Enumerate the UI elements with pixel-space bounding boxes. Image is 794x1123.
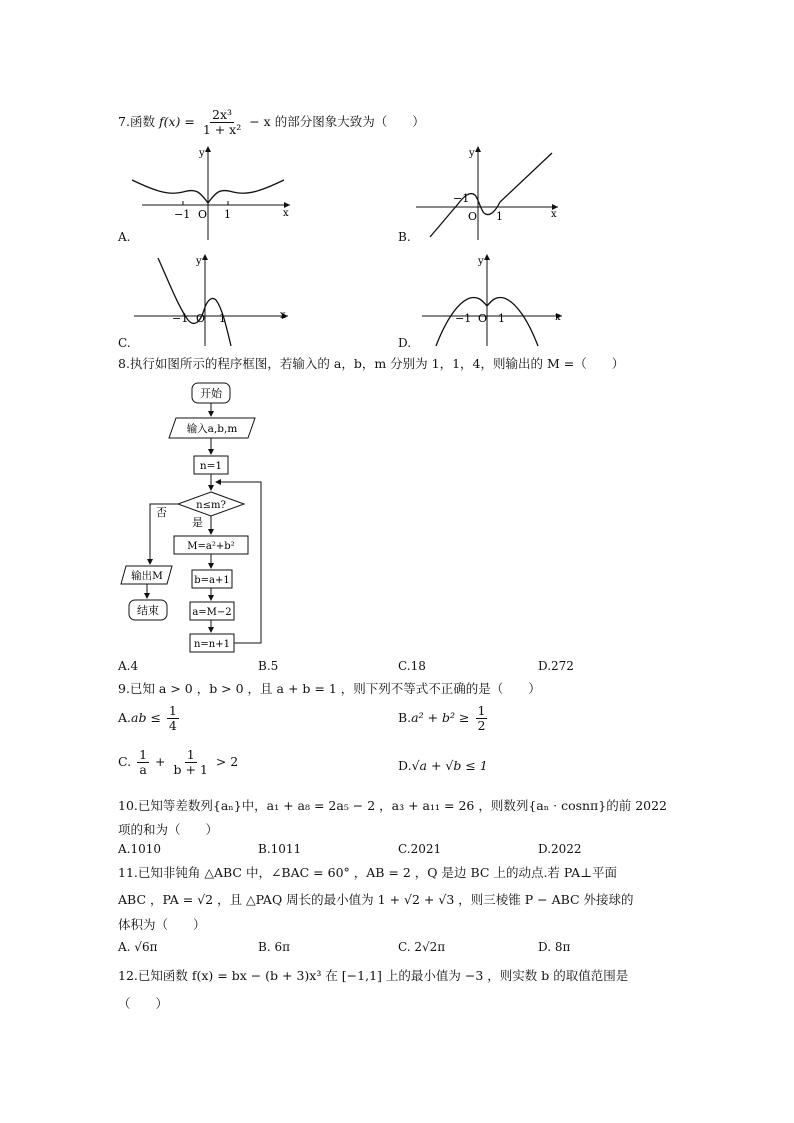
q12-line2: （ ） [118, 996, 169, 1011]
svg-text:1: 1 [224, 208, 231, 221]
svg-text:y: y [478, 256, 484, 267]
q10-option-a[interactable]: A.1010 [118, 842, 162, 856]
q12-line1: 12.已知函数 f(x) = bx − (b + 3)x³ 在 [−1,1] 上的最小值为 −3 ，则实数 b 的取值范围是 [118, 968, 629, 983]
q7-graph-d [418, 250, 568, 348]
x-label: x [283, 208, 289, 219]
q9-option-b[interactable]: B.a² + b² ≥ $\frac{1}{2}$ [398, 703, 486, 733]
svg-text:y: y [469, 148, 475, 159]
svg-text:y: y [196, 256, 202, 267]
svg-text:1: 1 [496, 210, 503, 223]
q10-option-d[interactable]: D.2022 [538, 842, 582, 856]
svg-text:O: O [468, 210, 478, 223]
svg-text:b=a+1: b=a+1 [194, 575, 230, 586]
svg-text:输入a,b,m: 输入a,b,m [186, 423, 238, 435]
q7-graph-a [128, 140, 298, 244]
svg-text:结束: 结束 [137, 604, 159, 617]
svg-text:x: x [551, 209, 557, 220]
svg-text:x: x [280, 310, 286, 321]
svg-text:O: O [198, 208, 208, 221]
svg-text:输出M: 输出M [131, 570, 163, 582]
svg-text:是: 是 [192, 516, 203, 529]
q9-option-a[interactable]: A.ab ≤ $\frac{1}{4}$ [118, 703, 177, 733]
q8-option-d[interactable]: D.272 [538, 659, 574, 673]
q11-line2: ABC ，PA = √2 ，且 △PAQ 周长的最小值为 1 + √2 + √3 ，则三棱锥 P − ABC 外接球的 [118, 892, 634, 907]
svg-text:−1: −1 [453, 192, 470, 205]
svg-text:a=M−2: a=M−2 [192, 607, 232, 618]
q11-option-c[interactable]: C. 2√2π [398, 940, 446, 954]
q10-line1: 10.已知等差数列{aₙ}中，a₁ + a₈ = 2a₅ − 2 ，a₃ + a₁₁ = 26 ，则数列{aₙ · cosnπ}的前 2022 [118, 798, 668, 813]
q7-graph-c [130, 250, 294, 348]
svg-text:−1: −1 [455, 312, 472, 325]
q11-line3: 体积为（ ） [118, 917, 206, 932]
svg-text:n≤m?: n≤m? [196, 500, 226, 511]
q9-option-c[interactable]: C. $\frac{1}{a}$ + $\frac{1}{b + 1}$ > 2 [118, 747, 239, 777]
q8-stem: 8.执行如图所示的程序框图，若输入的 a，b，m 分别为 1，1，4，则输出的 M =（ ） [118, 356, 625, 371]
q9-option-d[interactable]: D.√a + √b ≤ 1 [398, 758, 488, 773]
q10-option-c[interactable]: C.2021 [398, 842, 442, 856]
q7-graph-b [412, 140, 562, 244]
q7-stem: 7.函数 f(x) = $\frac{\text{2x³}}{\text{1 + x²}}$ − x 的部分图象大致为（ ） [118, 107, 425, 137]
svg-text:−1: −1 [174, 208, 191, 221]
q9-stem: 9.已知 a > 0 ，b > 0 ，且 a + b = 1 ，则下列不等式不正确的是（ ） [118, 681, 541, 696]
q8-option-a[interactable]: A.4 [118, 659, 139, 673]
q7-option-b[interactable]: B. [398, 230, 411, 244]
svg-text:n=n+1: n=n+1 [193, 639, 231, 650]
svg-text:O: O [196, 312, 206, 325]
svg-text:O: O [478, 312, 488, 325]
q11-option-b[interactable]: B. 6π [258, 940, 290, 954]
svg-text:1: 1 [219, 312, 226, 325]
q7-option-a[interactable]: A. [118, 230, 131, 244]
svg-text:x: x [555, 312, 561, 323]
q7-option-d[interactable]: D. [398, 336, 412, 350]
q11-line1: 11.已知非钝角 △ABC 中，∠BAC = 60° ，AB = 2 ，Q 是边 BC 上的动点.若 PA⊥平面 [118, 865, 617, 880]
q11-option-d[interactable]: D. 8π [538, 940, 571, 954]
q10-line2: 项的和为（ ） [118, 822, 219, 837]
q10-option-b[interactable]: B.1011 [258, 842, 302, 856]
svg-text:1: 1 [498, 312, 505, 325]
q7-option-c[interactable]: C. [118, 336, 131, 350]
svg-text:−1: −1 [172, 312, 189, 325]
svg-text:开始: 开始 [200, 387, 222, 400]
q8-option-c[interactable]: C.18 [398, 659, 426, 673]
q7-fraction: $\frac{\text{2x³}}{\text{1 + x²}}$ [202, 107, 242, 137]
q11-option-a[interactable]: A. √6π [118, 940, 158, 954]
q8-option-b[interactable]: B.5 [258, 659, 279, 673]
svg-text:M=a²+b²: M=a²+b² [187, 541, 235, 552]
q8-flowchart [110, 378, 280, 654]
svg-text:n=1: n=1 [199, 460, 223, 472]
y-label: y [199, 148, 205, 159]
svg-text:否: 否 [156, 506, 167, 519]
